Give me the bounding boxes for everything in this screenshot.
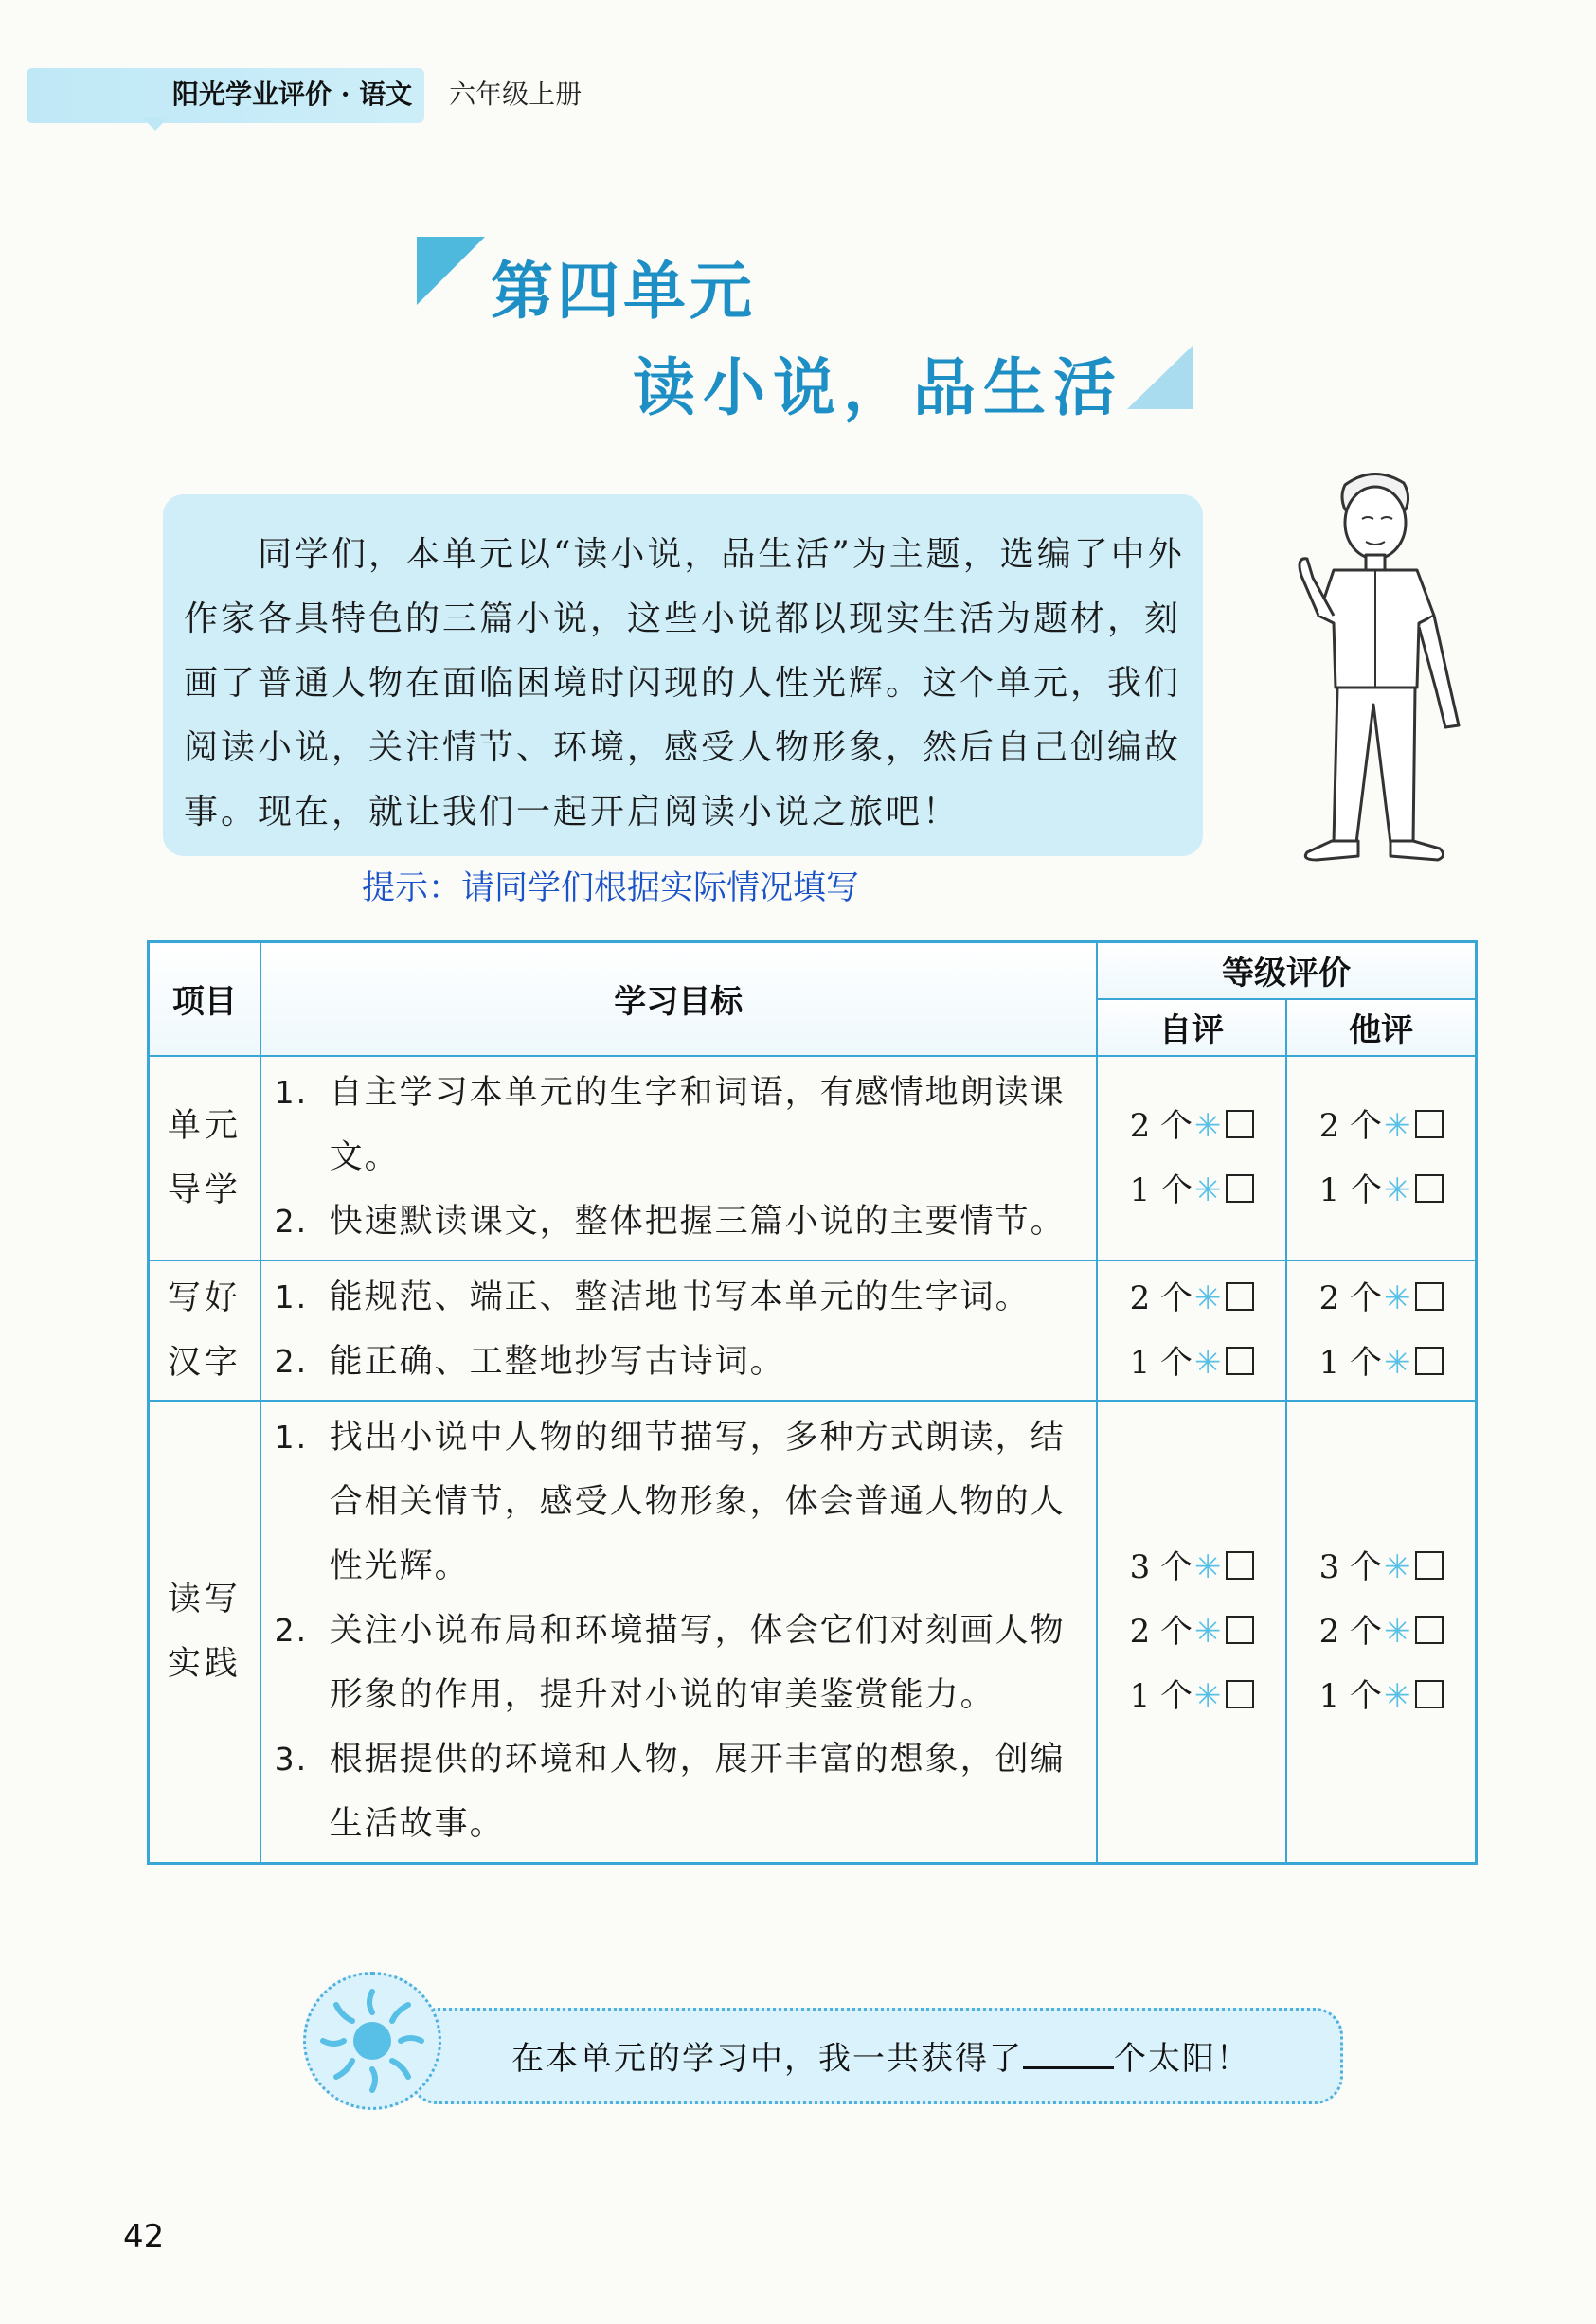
score-label: 1 个 — [1318, 1343, 1383, 1382]
goal-text: 找出小说中人物的细节描写，多种方式朗读，结合相关情节，感受人物形象，体会普通人物的人性光辉。 — [329, 1418, 1066, 1585]
score-label: 2 个 — [1318, 1278, 1383, 1317]
item-cell: 读写实践 — [149, 1401, 260, 1864]
table-row — [149, 1260, 1477, 1401]
sun-icon: ✳ — [1384, 1106, 1411, 1145]
checkbox[interactable] — [1415, 1174, 1444, 1203]
self-score-cell — [1097, 1401, 1286, 1864]
checkbox[interactable] — [1415, 1347, 1444, 1375]
score-option — [1098, 1664, 1285, 1728]
sun-icon: ✳ — [1384, 1547, 1411, 1586]
goal-text: 关注小说布局和环境描写，体会它们对刻画人物形象的作用，提升对小说的审美鉴赏能力。 — [329, 1611, 1066, 1714]
sun-icon: ✳ — [1194, 1171, 1222, 1209]
sun-badge — [303, 1972, 441, 2110]
checkbox[interactable] — [1226, 1616, 1254, 1644]
sun-icon: ✳ — [1384, 1171, 1411, 1209]
sun-icon: ✳ — [1384, 1343, 1411, 1382]
score-label: 2 个 — [1129, 1278, 1193, 1317]
goal-text: 快速默读课文，整体把握三篇小说的主要情节。 — [329, 1202, 1066, 1241]
checkbox[interactable] — [1226, 1680, 1254, 1708]
goal-text: 根据提供的环境和人物，展开丰富的想象，创编生活故事。 — [329, 1740, 1066, 1843]
goal-text: 自主学习本单元的生字和词语，有感情地朗读课文。 — [329, 1073, 1066, 1176]
table-row — [149, 1401, 1477, 1864]
checkbox[interactable] — [1415, 1110, 1444, 1138]
score-label: 3 个 — [1129, 1547, 1193, 1586]
sun-count-blank[interactable] — [1023, 2040, 1114, 2069]
header — [172, 72, 582, 117]
score-option — [1098, 1331, 1285, 1395]
self-score-cell — [1097, 1260, 1286, 1401]
score-option — [1287, 1094, 1475, 1158]
score-option — [1098, 1535, 1285, 1600]
sun-icon: ✳ — [1194, 1547, 1222, 1586]
checkbox[interactable] — [1415, 1616, 1444, 1644]
goal-item — [275, 1061, 1083, 1189]
header-grade: 六年级上册 — [449, 79, 583, 110]
checkbox[interactable] — [1415, 1680, 1444, 1708]
goal-text: 能规范、端正、整洁地书写本单元的生字词。 — [329, 1278, 1031, 1316]
score-label: 1 个 — [1129, 1343, 1193, 1382]
peer-score-cell — [1286, 1260, 1476, 1401]
sun-icon: ✳ — [1384, 1278, 1411, 1317]
peer-score-cell — [1286, 1056, 1476, 1260]
header-item: 项目 — [149, 942, 260, 1056]
checkbox[interactable] — [1226, 1551, 1254, 1580]
item-cell: 单元导学 — [149, 1056, 260, 1260]
page-number: 42 — [123, 2218, 165, 2256]
score-label: 1 个 — [1129, 1676, 1193, 1715]
summary-after: 个太阳！ — [1114, 2040, 1250, 2078]
goal-text: 能正确、工整地抄写古诗词。 — [329, 1342, 785, 1381]
sun-icon: ✳ — [1384, 1612, 1411, 1651]
header-banner-tail — [142, 117, 169, 131]
unit-title: 第四单元 — [491, 254, 756, 328]
score-label: 1 个 — [1318, 1676, 1383, 1715]
checkbox[interactable] — [1415, 1282, 1444, 1311]
title-decoration-triangle — [417, 237, 485, 305]
goal-number: 2. — [274, 1342, 309, 1380]
header-self: 自评 — [1097, 999, 1286, 1056]
score-option — [1098, 1600, 1285, 1664]
unit-subtitle: 读小说，品生活 — [633, 350, 1123, 424]
score-label: 2 个 — [1129, 1612, 1193, 1651]
self-score-cell — [1097, 1056, 1286, 1260]
sun-icon: ✳ — [1384, 1676, 1411, 1715]
subtitle-decoration-triangle — [1127, 345, 1193, 409]
goal-cell — [260, 1056, 1097, 1260]
sun-icon: ✳ — [1194, 1106, 1222, 1145]
boy-illustration — [1279, 464, 1478, 871]
score-option — [1287, 1158, 1475, 1223]
sun-icon — [306, 1975, 439, 2107]
header-grade: 等级评价 — [1097, 942, 1477, 999]
goal-cell — [260, 1401, 1097, 1864]
score-option — [1098, 1266, 1285, 1331]
goal-item — [275, 1599, 1083, 1727]
goal-number: 2. — [274, 1202, 309, 1240]
goal-item — [275, 1265, 1083, 1330]
sun-icon: ✳ — [1194, 1278, 1222, 1317]
item-cell: 写好汉字 — [149, 1260, 260, 1401]
score-label: 1 个 — [1318, 1171, 1383, 1209]
goal-number: 1. — [274, 1278, 309, 1315]
summary-before: 在本单元的学习中，我一共获得了 — [511, 2040, 1023, 2078]
goal-item — [275, 1330, 1083, 1394]
score-option — [1287, 1535, 1475, 1600]
goal-number: 2. — [274, 1611, 309, 1649]
checkbox[interactable] — [1415, 1551, 1444, 1580]
checkbox[interactable] — [1226, 1174, 1254, 1203]
goal-item — [275, 1405, 1083, 1599]
sun-icon: ✳ — [1194, 1612, 1222, 1651]
goal-number: 1. — [274, 1073, 309, 1111]
score-option — [1098, 1094, 1285, 1158]
sun-icon: ✳ — [1194, 1676, 1222, 1715]
score-label: 2 个 — [1318, 1106, 1383, 1145]
score-option — [1287, 1664, 1475, 1728]
header-peer: 他评 — [1286, 999, 1476, 1056]
summary-sentence — [511, 2032, 1250, 2079]
score-label: 2 个 — [1129, 1106, 1193, 1145]
evaluation-table — [147, 940, 1478, 1865]
table-row — [149, 1056, 1477, 1260]
goal-item — [275, 1189, 1083, 1254]
score-option — [1287, 1331, 1475, 1395]
score-label: 3 个 — [1318, 1547, 1383, 1586]
checkbox[interactable] — [1226, 1347, 1254, 1375]
score-option — [1098, 1158, 1285, 1223]
score-label: 1 个 — [1129, 1171, 1193, 1209]
goal-item — [275, 1727, 1083, 1856]
intro-paragraph: 同学们，本单元以“读小说，品生活”为主题，选编了中外作家各具特色的三篇小说，这些小说都以现实生活为题材，刻画了普通人物在面临困境时闪现的人性光辉。这个单元，我们阅读小说，关注情节、环境，感受人物形象，然后自己创编故事。现在，就让我们一起开启阅读小说之旅吧！ — [184, 535, 1185, 831]
goal-number: 1. — [274, 1418, 309, 1456]
score-option — [1287, 1266, 1475, 1331]
peer-score-cell — [1286, 1401, 1476, 1864]
hint-text: 提示：请同学们根据实际情况填写 — [362, 869, 860, 907]
score-label: 2 个 — [1318, 1612, 1383, 1651]
header-goal: 学习目标 — [260, 942, 1097, 1056]
goal-number: 3. — [274, 1740, 309, 1778]
header-brand: 阳光学业评价 · 语文 — [172, 79, 413, 110]
checkbox[interactable] — [1226, 1110, 1254, 1138]
checkbox[interactable] — [1226, 1282, 1254, 1311]
goal-cell — [260, 1260, 1097, 1401]
score-option — [1287, 1600, 1475, 1664]
sun-icon: ✳ — [1194, 1343, 1222, 1382]
